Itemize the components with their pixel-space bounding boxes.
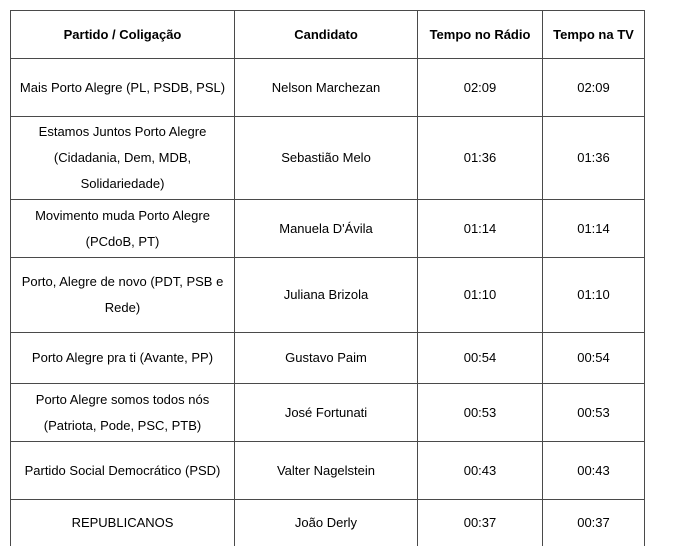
header-candidate: Candidato [235,11,418,59]
candidate-cell: Valter Nagelstein [235,442,418,500]
table-row [11,333,645,384]
candidates-table [10,10,645,546]
candidate-cell: João Derly [235,500,418,546]
radio-time-cell: 00:54 [418,333,543,384]
radio-time-cell: 01:10 [418,258,543,333]
candidate-cell: Gustavo Paim [235,333,418,384]
header-row [11,11,645,59]
candidate-cell: Sebastião Melo [235,117,418,200]
tv-time-cell: 01:36 [543,117,645,200]
table-row [11,500,645,546]
party-cell: Porto Alegre pra ti (Avante, PP) [11,333,235,384]
party-cell: Movimento muda Porto Alegre (PCdoB, PT) [11,200,235,258]
candidate-cell: Juliana Brizola [235,258,418,333]
radio-time-cell: 01:36 [418,117,543,200]
table-row [11,59,645,117]
header-tv-time: Tempo na TV [543,11,645,59]
table-row [11,384,645,442]
party-cell: Porto Alegre somos todos nós (Patriota, Pode, PSC, PTB) [11,384,235,442]
party-cell: Porto, Alegre de novo (PDT, PSB e Rede) [11,258,235,333]
radio-time-cell: 02:09 [418,59,543,117]
candidate-cell: Manuela D'Ávila [235,200,418,258]
radio-time-cell: 01:14 [418,200,543,258]
radio-time-cell: 00:43 [418,442,543,500]
table-row [11,200,645,258]
tv-time-cell: 00:43 [543,442,645,500]
tv-time-cell: 00:54 [543,333,645,384]
header-party-coalition: Partido / Coligação [11,11,235,59]
party-cell: Mais Porto Alegre (PL, PSDB, PSL) [11,59,235,117]
tv-time-cell: 02:09 [543,59,645,117]
table-row [11,258,645,333]
candidate-cell: José Fortunati [235,384,418,442]
tv-time-cell: 01:10 [543,258,645,333]
tv-time-cell: 01:14 [543,200,645,258]
radio-time-cell: 00:37 [418,500,543,546]
party-cell: REPUBLICANOS [11,500,235,546]
radio-time-cell: 00:53 [418,384,543,442]
tv-time-cell: 00:37 [543,500,645,546]
tv-time-cell: 00:53 [543,384,645,442]
party-cell: Estamos Juntos Porto Alegre (Cidadania, Dem, MDB, Solidariedade) [11,117,235,200]
table-row [11,117,645,200]
header-radio-time: Tempo no Rádio [418,11,543,59]
table-row [11,442,645,500]
party-cell: Partido Social Democrático (PSD) [11,442,235,500]
candidate-cell: Nelson Marchezan [235,59,418,117]
